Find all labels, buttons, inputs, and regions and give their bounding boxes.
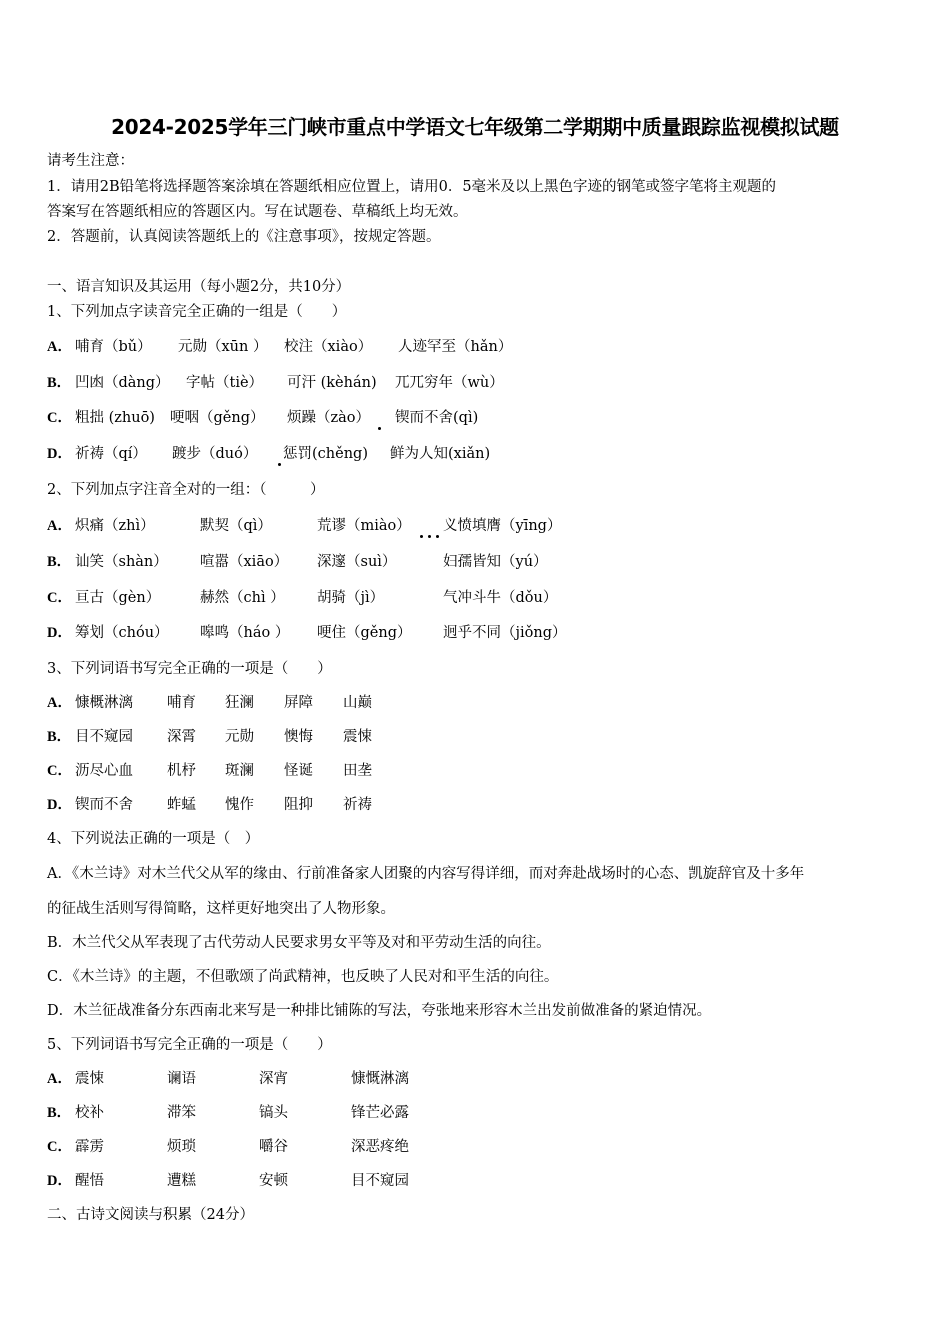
option-item: 烦琐	[167, 1139, 196, 1155]
option-item: 炽痛（zhì）	[75, 518, 155, 534]
option-item: 默契（qì）	[200, 518, 272, 534]
q1-option-c	[47, 408, 478, 428]
q5-option-c	[47, 1137, 409, 1157]
q1-option-b	[47, 373, 504, 393]
option-item: 机杼	[167, 763, 196, 779]
q5-option-b	[47, 1103, 409, 1123]
q3-option-d	[47, 795, 372, 815]
option-label: B．	[47, 1105, 72, 1121]
option-item: 滞笨	[167, 1105, 196, 1121]
option-label: C．	[47, 410, 72, 426]
emphasis-dot	[428, 535, 431, 538]
option-label: A．	[47, 695, 72, 711]
option-item: 哽咽（gěng）	[170, 410, 265, 426]
option-item: 喧嚣（xiāo）	[200, 554, 289, 570]
option-label: A．	[47, 1071, 72, 1087]
option-label: C．	[47, 763, 72, 779]
option-item: 校注（xiào）	[284, 339, 373, 355]
option-item: 元勋	[225, 729, 254, 745]
notice-heading: 请考生注意：	[47, 153, 134, 169]
option-item: 锋芒必露	[351, 1105, 409, 1121]
q1-option-a	[47, 337, 512, 357]
q5-option-a	[47, 1069, 409, 1089]
option-item: 山巅	[343, 695, 372, 711]
page-title: 2024-2025学年三门峡市重点中学语文七年级第二学期期中质量跟踪监视模拟试题	[111, 115, 839, 139]
option-item: 人迹罕至（hǎn）	[398, 339, 513, 355]
option-item: 祈祷（qí）	[75, 446, 147, 462]
question-1-stem: 1、下列加点字读音完全正确的一组是（ ）	[47, 304, 347, 320]
question-5-stem: 5、下列词语书写完全正确的一项是（ ）	[47, 1037, 332, 1053]
q4-option-a-line-1: A．《木兰诗》对木兰代父从军的缘由、行前准备家人团聚的内容写得详细，而对奔赴战场时的心态、凯旋辞官及十多年	[47, 866, 805, 882]
notice-item-1-line-1: 1．请用2B铅笔将选择题答案涂填在答题纸相应位置上，请用0．5毫米及以上黑色字迹的钢笔或签字笔将主观题的	[47, 179, 777, 195]
option-item: 烦躁（zào）	[287, 410, 371, 426]
option-item: 谰语	[167, 1071, 196, 1087]
q3-option-a	[47, 693, 372, 713]
option-item: 醒悟	[75, 1173, 104, 1189]
option-item: 震悚	[75, 1071, 104, 1087]
option-item: 荒谬（miào）	[317, 518, 411, 534]
option-label: B．	[47, 554, 72, 570]
option-label: D．	[47, 797, 72, 813]
option-item: 嗥鸣（háo ）	[200, 625, 290, 641]
option-item: 凹凼（dàng）	[75, 375, 170, 391]
q2-option-a	[47, 516, 561, 536]
section-2-heading: 二、古诗文阅读与积累（24分）	[47, 1207, 254, 1223]
q4-option-a-line-2: 的征战生活则写得简略，这样更好地突出了人物形象。	[47, 901, 395, 917]
option-item: 赫然（chì ）	[200, 590, 285, 606]
emphasis-dot	[278, 463, 281, 466]
option-item: 嚼谷	[259, 1139, 288, 1155]
q2-option-d	[47, 623, 566, 643]
question-2-stem: 2、下列加点字注音全对的一组：（ ）	[47, 482, 325, 498]
question-4-stem: 4、下列说法正确的一项是（ ）	[47, 831, 260, 847]
option-item: 锲而不舍(qì)	[395, 410, 479, 426]
option-item: 深霄	[167, 729, 196, 745]
question-3-stem: 3、下列词语书写完全正确的一项是（ ）	[47, 661, 332, 677]
option-item: 阻抑	[284, 797, 313, 813]
option-item: 粗拙 (zhuō)	[75, 410, 155, 426]
option-label: B．	[47, 375, 72, 391]
q4-option-b: B．木兰代父从军表现了古代劳动人民要求男女平等及对和平劳动生活的向往。	[47, 935, 551, 951]
option-item: 气冲斗牛（dǒu）	[443, 590, 558, 606]
option-item: 屏障	[284, 695, 313, 711]
option-item: 胡骑（jì）	[317, 590, 385, 606]
option-item: 可汗 (kèhán)	[287, 375, 377, 391]
option-item: 鲜为人知(xiǎn)	[390, 446, 491, 462]
notice-item-2: 2．答题前，认真阅读答题纸上的《注意事项》，按规定答题。	[47, 229, 441, 245]
emphasis-dot	[378, 427, 381, 430]
option-item: 校补	[75, 1105, 104, 1121]
option-item: 目不窥园	[75, 729, 133, 745]
option-item: 深邃（suì）	[317, 554, 397, 570]
option-label: C．	[47, 590, 72, 606]
option-item: 元勋（xūn ）	[178, 339, 268, 355]
option-item: 锲而不舍	[75, 797, 133, 813]
option-item: 懊悔	[284, 729, 313, 745]
option-label: B．	[47, 729, 72, 745]
option-item: 慷概淋漓	[75, 695, 133, 711]
option-item: 田垄	[343, 763, 372, 779]
option-item: 狂澜	[225, 695, 254, 711]
option-item: 字帖（tiè）	[186, 375, 264, 391]
section-1-heading: 一、语言知识及其运用（每小题2分，共10分）	[47, 279, 351, 295]
option-item: 深宵	[259, 1071, 288, 1087]
option-item: 义愤填膺（yīng）	[443, 518, 562, 534]
option-label: D．	[47, 1173, 72, 1189]
option-item: 慷慨淋漓	[351, 1071, 409, 1087]
q4-option-c: C．《木兰诗》的主题，不但歌颂了尚武精神，也反映了人民对和平生活的向往。	[47, 969, 559, 985]
option-item: 蚱蜢	[167, 797, 196, 813]
option-item: 安顿	[259, 1173, 288, 1189]
option-item: 讪笑（shàn）	[75, 554, 168, 570]
option-item: 妇孺皆知（yú）	[443, 554, 548, 570]
option-item: 镐头	[259, 1105, 288, 1121]
option-item: 祈祷	[343, 797, 372, 813]
q2-option-b	[47, 552, 548, 572]
option-item: 哺育（bǔ）	[75, 339, 152, 355]
option-item: 怪诞	[284, 763, 313, 779]
option-item: 深恶疼绝	[351, 1139, 409, 1155]
q2-option-c	[47, 588, 557, 608]
option-item: 斑澜	[225, 763, 254, 779]
q5-option-d	[47, 1171, 409, 1191]
option-label: A．	[47, 339, 72, 355]
option-item: 迥乎不同（jiǒng）	[443, 625, 567, 641]
q3-option-c	[47, 761, 372, 781]
option-label: D．	[47, 446, 72, 462]
option-item: 筹划（chóu）	[75, 625, 169, 641]
option-item: 哺育	[167, 695, 196, 711]
q1-option-d	[47, 444, 490, 464]
option-item: 惩罚(chěng)	[283, 446, 368, 462]
option-item: 目不窥园	[351, 1173, 409, 1189]
option-item: 亘古（gèn）	[75, 590, 161, 606]
option-item: 兀兀穷年（wù）	[395, 375, 504, 391]
option-item: 踱步（duó）	[172, 446, 258, 462]
option-item: 沥尽心血	[75, 763, 133, 779]
option-label: C．	[47, 1139, 72, 1155]
q3-option-b	[47, 727, 372, 747]
option-item: 震悚	[343, 729, 372, 745]
option-item: 遭糕	[167, 1173, 196, 1189]
option-label: A．	[47, 518, 72, 534]
emphasis-dot	[436, 535, 439, 538]
option-label: D．	[47, 625, 72, 641]
option-item: 哽住（gěng）	[317, 625, 412, 641]
notice-item-1-line-2: 答案写在答题纸相应的答题区内。写在试题卷、草稿纸上均无效。	[47, 204, 468, 220]
option-item: 霹雳	[75, 1139, 104, 1155]
emphasis-dot	[420, 535, 423, 538]
q4-option-d: D．木兰征战准备分东西南北来写是一种排比铺陈的写法，夸张地来形容木兰出发前做准备的紧迫情况。	[47, 1003, 712, 1019]
option-item: 愧作	[225, 797, 254, 813]
